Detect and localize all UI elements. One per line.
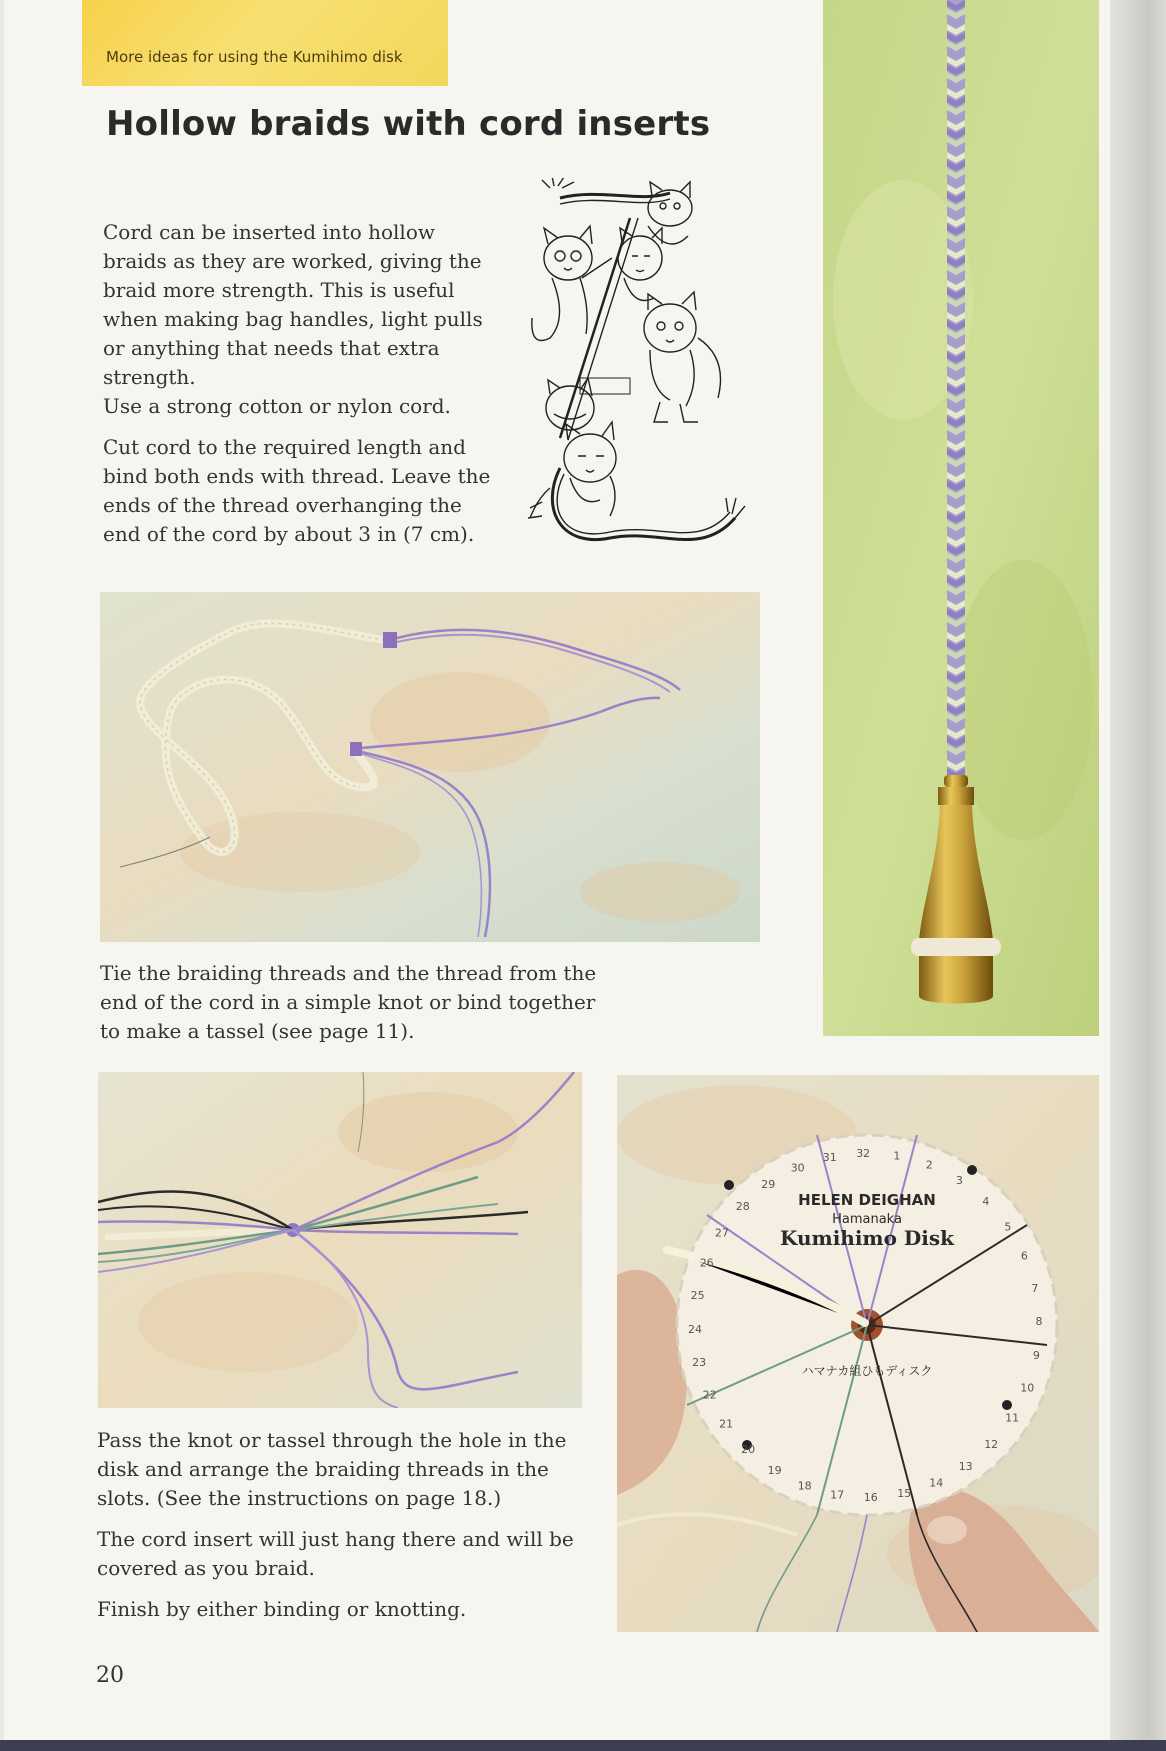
disk-slot-number: 14 [929, 1476, 944, 1490]
light-pull-photo [823, 0, 1099, 1036]
disk-slot-number: 28 [735, 1200, 750, 1214]
intro-p2: Use a strong cotton or nylon cord. [103, 394, 451, 418]
banner-label: More ideas for using the Kumihimo disk [106, 48, 403, 66]
disk-slot-number: 32 [856, 1147, 871, 1160]
disk-slot-number: 12 [984, 1437, 999, 1451]
disk-slot-number: 18 [797, 1479, 812, 1493]
disk-paragraph-2: The cord insert will just hang there and will be covered as you braid. [97, 1527, 574, 1580]
disk-brand: HELEN DEIGHAN [798, 1191, 936, 1209]
intro-paragraph-2: Cut cord to the required length and bind both ends with thread. Leave the ends of the thread overhanging the end of the cord by about 3 in (7 cm). [103, 435, 491, 546]
disk-slot-number: 26 [699, 1256, 714, 1270]
section-banner [82, 0, 448, 86]
disk-slot-number: 16 [863, 1491, 878, 1504]
disk-slot-number: 22 [702, 1388, 717, 1402]
disk-slot-number: 13 [958, 1459, 973, 1473]
intro-p1: Cord can be inserted into hollow braids as they are worked, giving the braid more strength. This is useful when making bag handles, light pulls or anything that needs that extra strength. [103, 220, 483, 389]
page-gutter-shadow [1110, 0, 1166, 1751]
page-bottom-edge [0, 1740, 1166, 1751]
disk-slot-number: 4 [982, 1194, 990, 1208]
disk-slot-number: 30 [790, 1161, 805, 1175]
disk-slot-number: 8 [1035, 1315, 1043, 1329]
disk-paragraph-1: Pass the knot or tassel through the hole in the disk and arrange the braiding threads in the slots. (See the instructions on page 18.) [97, 1428, 567, 1510]
disk-slot-number: 9 [1032, 1348, 1040, 1362]
disk-slot-number: 11 [1005, 1411, 1020, 1425]
disk-slot-number: 20 [741, 1443, 756, 1457]
disk-slot-number: 21 [719, 1417, 734, 1431]
cord-and-thread-photo [100, 592, 760, 942]
tassel-paragraph: Tie the braiding threads and the thread from the end of the cord in a simple knot or bind together to make a tassel (see page 11). [100, 961, 597, 1043]
tassel-instructions [100, 959, 600, 1058]
disk-slot-number: 19 [767, 1464, 782, 1478]
disk-slot-number: 31 [822, 1151, 837, 1165]
intro-paragraph-1 [103, 218, 503, 421]
threads-tied-photo [98, 1072, 582, 1408]
disk-paragraph-3: Finish by either binding or knotting. [97, 1597, 467, 1621]
disk-slot-number: 6 [1020, 1249, 1028, 1263]
disk-slot-number: 5 [1004, 1220, 1012, 1234]
page-left-edge [0, 0, 4, 1751]
disk-slot-number: 27 [714, 1226, 729, 1240]
disk-slot-number: 24 [688, 1322, 702, 1336]
disk-instructions [97, 1426, 597, 1636]
disk-slot-number: 25 [690, 1289, 705, 1303]
disk-slot-number: 29 [761, 1178, 776, 1192]
page-number: 20 [96, 1663, 124, 1688]
disk-maker: Hamanaka [832, 1212, 902, 1227]
intro-text [103, 218, 503, 561]
disk-slot-number: 15 [897, 1486, 912, 1500]
disk-japanese-label: ハマナカ組ひもディスク [801, 1364, 933, 1378]
disk-slot-number: 3 [955, 1173, 963, 1187]
disk-slot-number: 10 [1020, 1381, 1035, 1395]
cats-climbing-cord-illustration [520, 178, 760, 588]
disk-slot-number: 7 [1031, 1281, 1039, 1295]
kumihimo-disk-photo [617, 1075, 1099, 1632]
disk-slot-number: 23 [692, 1356, 707, 1370]
page-heading: Hollow braids with cord inserts [106, 104, 711, 144]
disk-name: Kumihimo Disk [780, 1226, 954, 1250]
disk-slot-number: 17 [830, 1488, 845, 1502]
disk-slot-number: 2 [925, 1158, 933, 1172]
disk-slot-number: 1 [893, 1149, 901, 1163]
